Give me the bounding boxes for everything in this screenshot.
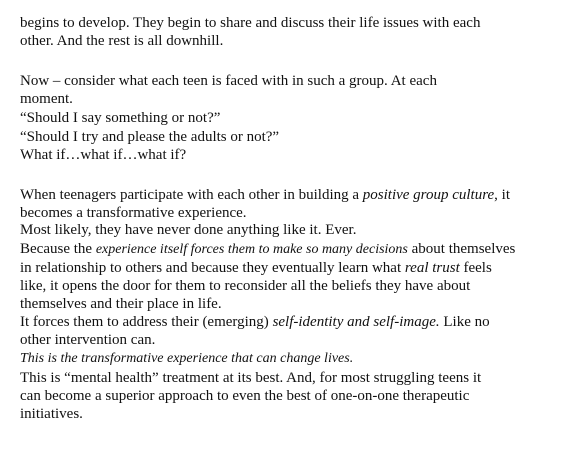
emphasis-text: real trust	[404, 260, 460, 276]
text-line: begins to develop. They begin to share and discuss their life issues with each	[20, 15, 481, 31]
text-line: What if…what if…what if?	[20, 147, 187, 163]
emphasis-text: self-identity and self-image.	[272, 314, 440, 330]
text-line: Now – consider what each teen is faced with in such a group. At each	[20, 73, 437, 89]
text-line: like, it opens the door for them to reconsider all the beliefs they have about	[20, 278, 471, 294]
text-span: It forces them to address their (emerging)	[20, 314, 273, 330]
text-line	[20, 313, 490, 331]
quote-line: “Should I try and please the adults or not?”	[20, 129, 280, 145]
text-span: about themselves	[407, 241, 516, 257]
text-span: Like no	[439, 314, 490, 330]
text-span: in relationship to others and because they eventually learn what	[20, 260, 405, 276]
text-span: When teenagers participate with each other in building a	[20, 187, 363, 203]
text-line: becomes a transformative experience.	[20, 205, 247, 221]
text-line	[20, 186, 510, 204]
emphasis-text: experience itself forces them to make so many decisions	[95, 242, 408, 257]
text-line: Most likely, they have never done anything like it. Ever.	[20, 222, 357, 238]
text-span: Because the	[20, 241, 96, 257]
text-line: themselves and their place in life.	[20, 296, 222, 312]
text-line	[20, 259, 492, 277]
text-line: initiatives.	[20, 406, 83, 422]
text-line: other intervention can.	[20, 332, 156, 348]
text-line: other. And the rest is all downhill.	[20, 33, 224, 49]
quote-line: “Should I say something or not?”	[20, 110, 221, 126]
text-line: This is “mental health” treatment at its best. And, for most struggling teens it	[20, 370, 482, 386]
text-span: , it	[494, 187, 510, 203]
emphasis-line: This is the transformative experience that can change lives.	[20, 351, 354, 366]
emphasis-text: positive group culture	[362, 187, 495, 203]
text-span: feels	[459, 260, 492, 276]
text-line	[20, 240, 515, 259]
text-line: moment.	[20, 91, 73, 107]
text-line: can become a superior approach to even the best of one-on-one therapeutic	[20, 388, 470, 404]
